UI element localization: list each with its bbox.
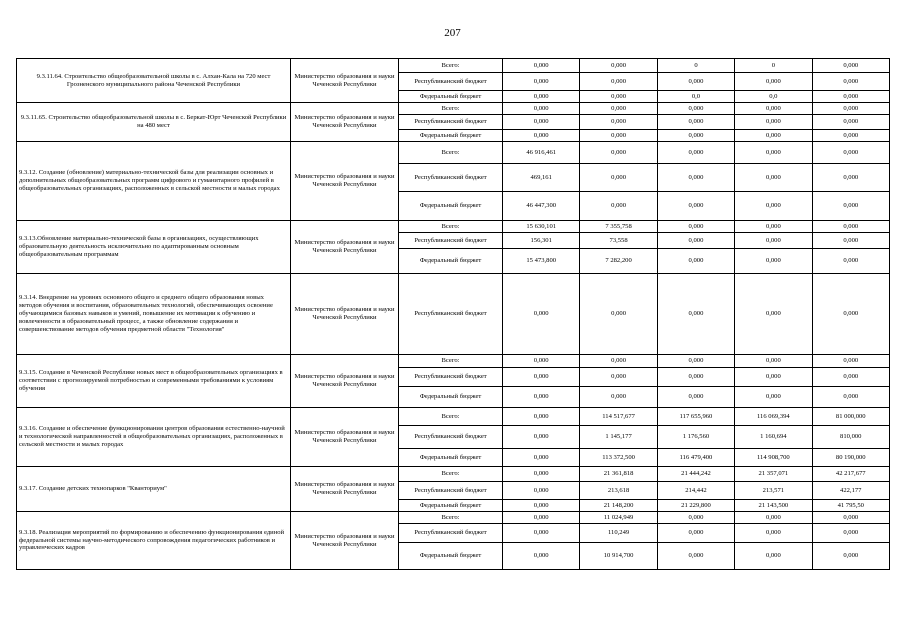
table-row (17, 59, 890, 73)
amount-cell: 0,000 (580, 73, 657, 91)
responsible-organization: Министерство образования и науки Чеченской Республики (291, 59, 399, 103)
amount-cell: 0,000 (580, 59, 657, 73)
amount-cell: 0,000 (657, 355, 734, 368)
amount-cell: 0,000 (735, 130, 812, 142)
table-row (17, 142, 890, 164)
amount-cell: 0,000 (657, 142, 734, 164)
activity-name: 9.3.12. Создание (обновление) материально-технической базы для реализации основных и дополнительных общеобразовательных программ цифрового и гуманитарного профилей в общеобразовательных организациях, расположенных в сельской местности и малых городах (17, 142, 291, 221)
amount-cell: 117 655,960 (657, 408, 734, 426)
amount-cell: 114 517,677 (580, 408, 657, 426)
amount-cell: 0,000 (735, 233, 812, 249)
amount-cell: 0,000 (657, 164, 734, 192)
funding-source: Всего: (399, 59, 503, 73)
responsible-organization: Министерство образования и науки Чеченской Республики (291, 221, 399, 274)
amount-cell: 0,000 (580, 103, 657, 115)
amount-cell: 0,000 (580, 142, 657, 164)
amount-cell: 10 914,700 (580, 543, 657, 570)
responsible-organization: Министерство образования и науки Чеченской Республики (291, 467, 399, 512)
funding-source: Федеральный бюджет (399, 249, 503, 274)
amount-cell: 213,618 (580, 482, 657, 500)
amount-cell: 0,000 (503, 387, 580, 408)
amount-cell: 0,000 (735, 73, 812, 91)
table-row (17, 467, 890, 482)
amount-cell: 0,000 (503, 426, 580, 449)
funding-source: Республиканский бюджет (399, 115, 503, 130)
amount-cell: 21 143,500 (735, 500, 812, 512)
table-row (17, 103, 890, 115)
amount-cell: 73,558 (580, 233, 657, 249)
amount-cell: 0,000 (580, 91, 657, 103)
amount-cell: 0,000 (812, 368, 889, 387)
amount-cell: 46 447,300 (503, 192, 580, 221)
amount-cell: 0,000 (580, 355, 657, 368)
amount-cell: 0,000 (503, 274, 580, 355)
amount-cell: 0,000 (503, 500, 580, 512)
funding-source: Федеральный бюджет (399, 543, 503, 570)
amount-cell: 0,000 (657, 543, 734, 570)
amount-cell: 1 160,694 (735, 426, 812, 449)
amount-cell: 0,000 (812, 164, 889, 192)
amount-cell: 0,000 (503, 524, 580, 543)
amount-cell: 21 361,818 (580, 467, 657, 482)
amount-cell: 0,000 (657, 249, 734, 274)
activity-name: 9.3.13.Обновление материально-технической базы в организациях, осуществляющих образовательную деятельность исключительно по адаптированным основным общеобразовательным программам (17, 221, 291, 274)
amount-cell: 0,000 (503, 355, 580, 368)
amount-cell: 116 069,394 (735, 408, 812, 426)
funding-source: Всего: (399, 408, 503, 426)
amount-cell: 0,000 (503, 73, 580, 91)
activity-name: 9.3.17. Создание детских технопарков "Кванториум" (17, 467, 291, 512)
funding-source: Всего: (399, 467, 503, 482)
funding-source: Федеральный бюджет (399, 387, 503, 408)
amount-cell: 0,000 (580, 368, 657, 387)
amount-cell: 0,000 (812, 192, 889, 221)
amount-cell: 0,000 (503, 130, 580, 142)
amount-cell: 7 282,200 (580, 249, 657, 274)
amount-cell: 15 630,101 (503, 221, 580, 233)
amount-cell: 113 372,500 (580, 449, 657, 467)
amount-cell: 810,000 (812, 426, 889, 449)
funding-source: Республиканский бюджет (399, 368, 503, 387)
amount-cell: 0,000 (812, 249, 889, 274)
amount-cell: 214,442 (657, 482, 734, 500)
amount-cell: 0,000 (812, 355, 889, 368)
amount-cell: 0,000 (657, 221, 734, 233)
amount-cell: 0,000 (503, 91, 580, 103)
amount-cell: 0,000 (503, 59, 580, 73)
amount-cell: 114 908,700 (735, 449, 812, 467)
amount-cell: 80 190,000 (812, 449, 889, 467)
amount-cell: 0,000 (812, 274, 889, 355)
amount-cell: 0,000 (657, 115, 734, 130)
funding-source: Республиканский бюджет (399, 524, 503, 543)
funding-source: Федеральный бюджет (399, 500, 503, 512)
amount-cell: 0,0 (657, 91, 734, 103)
amount-cell: 0,000 (657, 368, 734, 387)
amount-cell: 0,000 (735, 512, 812, 524)
funding-source: Федеральный бюджет (399, 192, 503, 221)
amount-cell: 0,000 (735, 103, 812, 115)
funding-source: Федеральный бюджет (399, 91, 503, 103)
activity-name: 9.3.16. Создание и обеспечение функционирования центров образования естественно-научной и технологической направленностей в общеобразовательных организациях, расположенных в сельской местности и малых городах (17, 408, 291, 467)
table-row (17, 355, 890, 368)
amount-cell: 1 145,177 (580, 426, 657, 449)
amount-cell: 422,177 (812, 482, 889, 500)
amount-cell: 21 229,800 (657, 500, 734, 512)
amount-cell: 0,000 (657, 233, 734, 249)
funding-source: Федеральный бюджет (399, 130, 503, 142)
responsible-organization: Министерство образования и науки Чеченской Республики (291, 274, 399, 355)
amount-cell: 1 176,560 (657, 426, 734, 449)
amount-cell: 0 (735, 59, 812, 73)
amount-cell: 0,000 (812, 103, 889, 115)
funding-source: Республиканский бюджет (399, 233, 503, 249)
amount-cell: 0,000 (580, 130, 657, 142)
amount-cell: 0,000 (657, 512, 734, 524)
amount-cell: 0,000 (812, 73, 889, 91)
amount-cell: 0,000 (812, 59, 889, 73)
amount-cell: 110,249 (580, 524, 657, 543)
amount-cell: 0,000 (503, 408, 580, 426)
amount-cell: 0 (657, 59, 734, 73)
responsible-organization: Министерство образования и науки Чеченской Республики (291, 512, 399, 570)
table-row (17, 408, 890, 426)
amount-cell: 0,000 (503, 368, 580, 387)
amount-cell: 0,000 (812, 130, 889, 142)
amount-cell: 0,000 (812, 115, 889, 130)
activity-name: 9.3.15. Создание в Чеченской Республике новых мест в общеобразовательных организациях в соответствии с прогнозируемой потребностью и современными требованиями к условиям обучения (17, 355, 291, 408)
amount-cell: 0,000 (657, 387, 734, 408)
amount-cell: 0,000 (580, 192, 657, 221)
funding-source: Всего: (399, 512, 503, 524)
amount-cell: 15 473,800 (503, 249, 580, 274)
amount-cell: 42 217,677 (812, 467, 889, 482)
amount-cell: 0,000 (812, 142, 889, 164)
amount-cell: 0,000 (735, 115, 812, 130)
amount-cell: 116 479,400 (657, 449, 734, 467)
responsible-organization: Министерство образования и науки Чеченской Республики (291, 142, 399, 221)
amount-cell: 0,000 (503, 543, 580, 570)
activity-name: 9.3.18. Реализация мероприятий по формированию и обеспечению функционирования единой федеральной системы научно-методического сопровождения педагогических работников и управленческих кадров (17, 512, 291, 570)
funding-source: Республиканский бюджет (399, 482, 503, 500)
amount-cell: 11 024,949 (580, 512, 657, 524)
responsible-organization: Министерство образования и науки Чеченской Республики (291, 408, 399, 467)
amount-cell: 0,0 (735, 91, 812, 103)
amount-cell: 0,000 (812, 512, 889, 524)
amount-cell: 0,000 (735, 221, 812, 233)
amount-cell: 156,301 (503, 233, 580, 249)
amount-cell: 0,000 (812, 221, 889, 233)
amount-cell: 469,161 (503, 164, 580, 192)
amount-cell: 0,000 (812, 543, 889, 570)
amount-cell: 0,000 (735, 543, 812, 570)
amount-cell: 0,000 (735, 524, 812, 543)
amount-cell: 0,000 (657, 192, 734, 221)
amount-cell: 21 357,071 (735, 467, 812, 482)
amount-cell: 0,000 (812, 91, 889, 103)
amount-cell: 0,000 (580, 164, 657, 192)
table-row (17, 274, 890, 355)
amount-cell: 0,000 (735, 368, 812, 387)
amount-cell: 0,000 (580, 115, 657, 130)
responsible-organization: Министерство образования и науки Чеченской Республики (291, 355, 399, 408)
amount-cell: 0,000 (657, 73, 734, 91)
amount-cell: 0,000 (580, 274, 657, 355)
funding-source: Республиканский бюджет (399, 164, 503, 192)
table-row (17, 512, 890, 524)
amount-cell: 21 444,242 (657, 467, 734, 482)
amount-cell: 0,000 (503, 115, 580, 130)
activity-name: 9.3.11.64. Строительство общеобразовательной школы в с. Алхан-Кала на 720 мест Грозненского муниципального района Чеченской Республики (17, 59, 291, 103)
amount-cell: 0,000 (735, 164, 812, 192)
funding-source: Всего: (399, 142, 503, 164)
responsible-organization: Министерство образования и науки Чеченской Республики (291, 103, 399, 142)
amount-cell: 0,000 (503, 482, 580, 500)
funding-source: Республиканский бюджет (399, 426, 503, 449)
amount-cell: 7 355,758 (580, 221, 657, 233)
amount-cell: 0,000 (735, 355, 812, 368)
budget-table-body (17, 59, 890, 570)
amount-cell: 0,000 (657, 524, 734, 543)
amount-cell: 46 916,461 (503, 142, 580, 164)
funding-source: Всего: (399, 103, 503, 115)
page-number: 207 (444, 27, 461, 39)
amount-cell: 0,000 (812, 233, 889, 249)
amount-cell: 0,000 (735, 387, 812, 408)
amount-cell: 0,000 (735, 249, 812, 274)
funding-source: Республиканский бюджет (399, 274, 503, 355)
budget-table (16, 58, 890, 570)
funding-source: Республиканский бюджет (399, 73, 503, 91)
amount-cell: 0,000 (735, 274, 812, 355)
amount-cell: 0,000 (657, 130, 734, 142)
amount-cell: 213,571 (735, 482, 812, 500)
amount-cell: 0,000 (580, 387, 657, 408)
amount-cell: 0,000 (735, 142, 812, 164)
funding-source: Всего: (399, 221, 503, 233)
amount-cell: 21 148,200 (580, 500, 657, 512)
amount-cell: 0,000 (503, 467, 580, 482)
amount-cell: 0,000 (812, 524, 889, 543)
amount-cell: 81 000,000 (812, 408, 889, 426)
amount-cell: 0,000 (657, 103, 734, 115)
amount-cell: 0,000 (503, 512, 580, 524)
amount-cell: 0,000 (503, 449, 580, 467)
table-row (17, 221, 890, 233)
amount-cell: 0,000 (503, 103, 580, 115)
amount-cell: 41 795,50 (812, 500, 889, 512)
funding-source: Всего: (399, 355, 503, 368)
funding-source: Федеральный бюджет (399, 449, 503, 467)
amount-cell: 0,000 (812, 387, 889, 408)
activity-name: 9.3.11.65. Строительство общеобразовательной школы в с. Беркат-Юрт Чеченской Республики на 480 мест (17, 103, 291, 142)
amount-cell: 0,000 (735, 192, 812, 221)
activity-name: 9.3.14. Внедрение на уровнях основного общего и среднего общего образования новых методов обучения и воспитания, образовательных технологий, обеспечивающих освоение обучающимися базовых навыков и умений, повышение их мотивации к обучению и вовлеченности в образовательный процесс, а также обновление содержания и совершенствование методов обучения предметной области "Технология" (17, 274, 291, 355)
amount-cell: 0,000 (657, 274, 734, 355)
